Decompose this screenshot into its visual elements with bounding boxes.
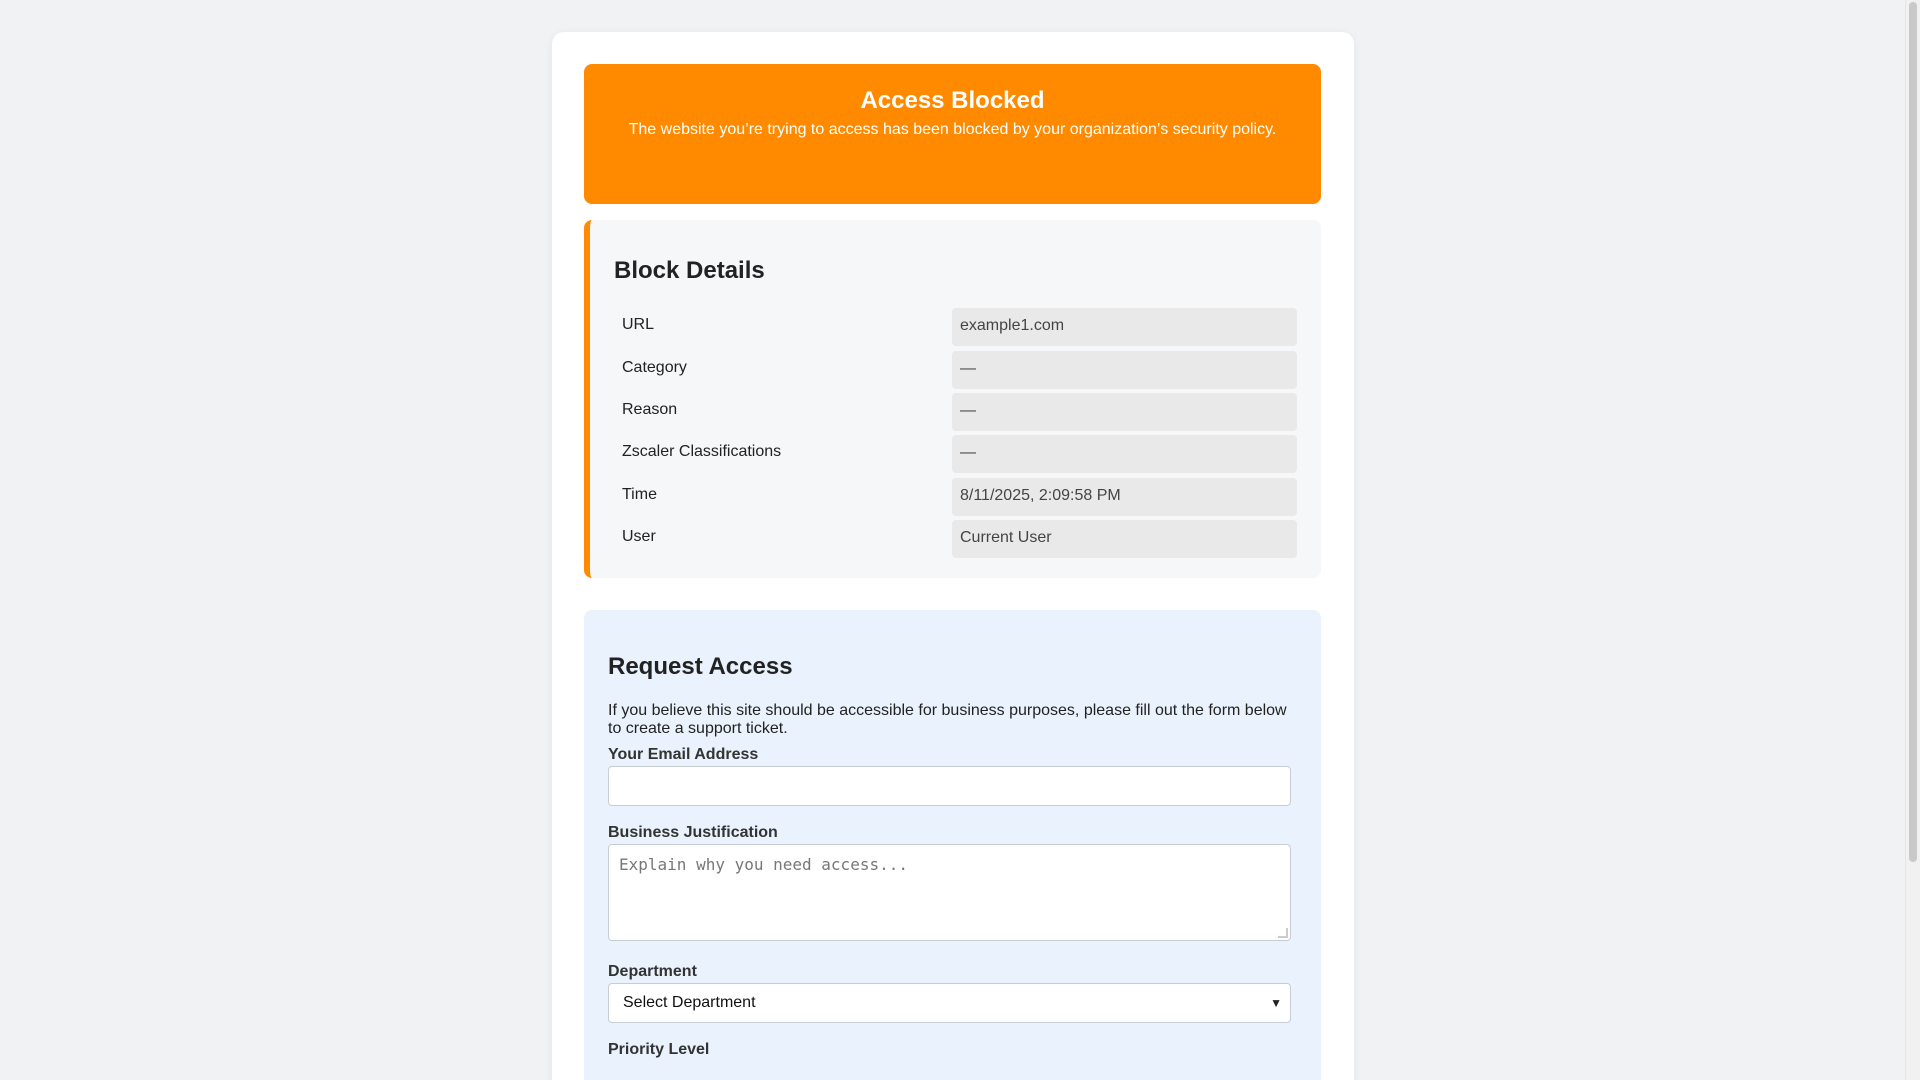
- detail-row-classifications: [622, 435, 1297, 473]
- block-details-panel: [584, 220, 1321, 578]
- detail-value: 8/11/2025, 2:09:58 PM: [952, 478, 1297, 516]
- detail-label: URL: [622, 316, 655, 333]
- access-blocked-banner: [584, 64, 1321, 204]
- detail-row-user: [622, 520, 1297, 558]
- detail-row-category: [622, 351, 1297, 389]
- detail-value: —: [952, 393, 1297, 431]
- detail-label: Category: [622, 359, 687, 376]
- banner-title: Access Blocked: [860, 87, 1045, 114]
- resize-grip-icon[interactable]: [1278, 928, 1288, 938]
- detail-label: Reason: [622, 401, 678, 418]
- detail-row-reason: [622, 393, 1297, 431]
- email-label: Your Email Address: [608, 746, 759, 763]
- detail-value: example1.com: [952, 308, 1297, 346]
- chevron-down-icon: ▼: [1270, 996, 1282, 1010]
- department-selected-value: Select Department: [623, 994, 756, 1011]
- justification-textarea[interactable]: [608, 844, 1291, 941]
- detail-value: —: [952, 351, 1297, 389]
- request-access-panel: [584, 610, 1321, 1080]
- detail-label: Zscaler Classifications: [622, 443, 782, 460]
- request-access-title: Request Access: [608, 653, 793, 680]
- block-details-title: Block Details: [614, 257, 765, 284]
- detail-row-url: [622, 308, 1297, 346]
- email-input[interactable]: [608, 766, 1291, 806]
- justification-placeholder: Explain why you need access...: [619, 855, 908, 874]
- department-label: Department: [608, 963, 697, 980]
- detail-value: —: [952, 435, 1297, 473]
- justification-label: Business Justification: [608, 824, 778, 841]
- page-scrollbar[interactable]: [1905, 0, 1920, 1080]
- detail-row-time: [622, 478, 1297, 516]
- detail-value: Current User: [952, 520, 1297, 558]
- scrollbar-thumb[interactable]: [1909, 2, 1917, 862]
- banner-description: The website you’re trying to access has been blocked by your organization’s security policy.: [628, 121, 1277, 138]
- detail-label: User: [622, 528, 656, 545]
- detail-label: Time: [622, 486, 657, 503]
- department-select[interactable]: [608, 983, 1291, 1023]
- main-card: [552, 32, 1354, 1080]
- priority-label: Priority Level: [608, 1041, 710, 1058]
- request-access-intro: If you believe this site should be accessible for business purposes, please fill out the form below to create a support ticket.: [608, 702, 1287, 737]
